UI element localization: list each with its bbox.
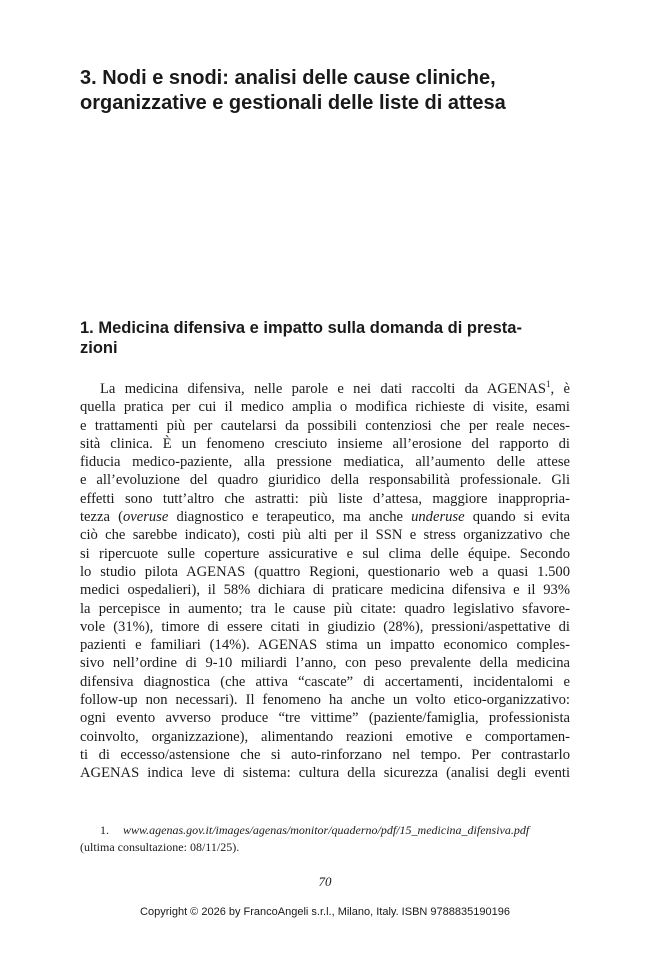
page-number: 70 (318, 874, 332, 889)
body-line: lo studio pilota AGENAS (quattro Regioni, questionario web a quasi 1.500 (80, 563, 570, 580)
body-line: follow-up non necessari). Il fenomeno ha anche un volto etico-organizzativo: (80, 692, 570, 709)
body-line (80, 380, 570, 398)
body-line: ogni evento avverso produce “tre vittime” (paziente/famiglia, professionista (80, 710, 570, 727)
chapter-title-line: organizzative e gestionali delle liste di attesa (80, 92, 506, 114)
body-line: sivo nell’ordine di 9-10 miliardi l’anno, con peso prevalente della medicina (80, 655, 570, 672)
footnote-number: 1. (100, 823, 109, 837)
body-text-segment: La medicina difensiva, nelle parole e nei dati raccolti da AGENAS (100, 381, 547, 397)
footnote-reference: 1 (546, 379, 551, 390)
footnote (80, 822, 580, 856)
body-paragraph (80, 380, 570, 783)
chapter-title (80, 66, 580, 116)
footnote-consultation-date: (ultima consultazione: 08/11/25). (80, 840, 240, 854)
body-line: difensiva diagnostica (che attiva “cascate” di accertamenti, incidentalomi e (80, 673, 570, 690)
body-line: vole (31%), timore di essere citati in giudizio (28%), pressioni/aspettative di (80, 618, 570, 635)
body-line: si ripercuote sulle coperture assicurative e sul clima delle équipe. Secondo (80, 545, 570, 562)
emphasis-term: overuse (122, 509, 169, 526)
emphasis-term: underuse (411, 509, 465, 526)
body-line: coinvolto, organizzazione), alimentando reazioni emotive e comportamen- (80, 728, 570, 745)
body-line: la percepisce in aumento; tra le cause più citate: quadro legislativo sfavore- (80, 600, 570, 617)
section-title-line: zioni (80, 339, 118, 357)
copyright-notice: Copyright © 2026 by FrancoAngeli s.r.l., Milano, Italy. ISBN 9788835190196 (140, 906, 510, 918)
section-title-line: 1. Medicina difensiva e impatto sulla domanda di presta- (80, 319, 522, 337)
body-line: fiducia medico-paziente, alla pressione mediatica, all’aumento delle attese (80, 454, 570, 471)
body-line: pazienti e familiari (14%). AGENAS stima un impatto economico comples- (80, 637, 570, 654)
body-line (80, 508, 570, 526)
section-title (80, 318, 570, 358)
body-text-segment: quando si evita (464, 509, 570, 526)
body-line: e trattamenti più per cautelarsi da possibili contenziosi che per reale neces- (80, 417, 570, 434)
body-line: ciò che sarebbe indicato), costi più alti per il SSN e stress organizzativo che (80, 527, 570, 544)
body-line: e all’evoluzione del quadro giuridico della responsabilità professionale. Gli (80, 472, 570, 489)
body-line: ti di eccesso/astensione che si auto-rinforzano nel tempo. Per contrastarlo (80, 746, 570, 763)
body-line: quella pratica per cui il medico amplia o modifica richieste di visite, esami (80, 399, 570, 416)
footnote-url[interactable]: www.agenas.gov.it/images/agenas/monitor/quaderno/pdf/15_medicina_difensiva.pdf (123, 823, 530, 837)
body-text-segment: diagnostico e terapeutico, ma anche (168, 509, 412, 526)
body-line: sità clinica. È un fenomeno cresciuto insieme all’erosione del rapporto di (80, 435, 570, 452)
body-text-segment: tezza ( (80, 509, 123, 526)
body-line: AGENAS indica leve di sistema: cultura della sicurezza (analisi degli eventi (80, 765, 570, 782)
body-line: effetti sono tutt’altro che astratti: più liste d’attesa, maggiore inappropria- (80, 490, 570, 507)
chapter-title-line: 3. Nodi e snodi: analisi delle cause cliniche, (80, 67, 496, 89)
body-text-segment: , è (550, 381, 570, 397)
body-line: medici ospedalieri), il 58% dichiara di praticare medicina difensiva e il 93% (80, 582, 570, 599)
